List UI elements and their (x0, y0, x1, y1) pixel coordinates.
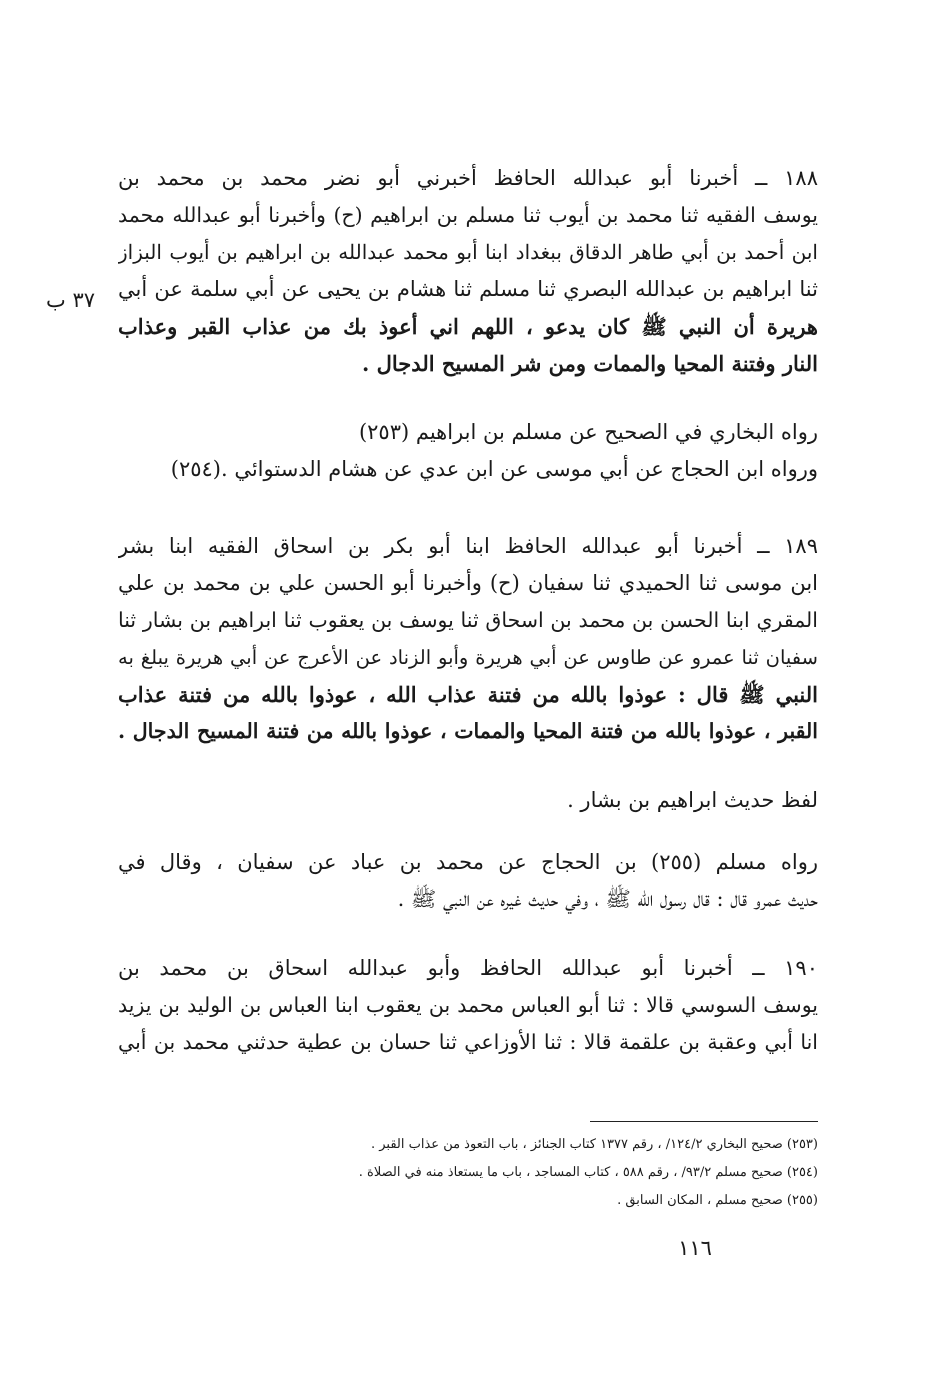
footnote: (٢٥٥) صحيح مسلم ، المكان السابق . (617, 1193, 818, 1208)
hadith-190-line: يوسف السوسي قالا : ثنا أبو العباس محمد بن يعقوب ابنا العباس بن الوليد بن يزيد (118, 993, 818, 1017)
riwaya-line: رواه مسلم (٢٥٥) بن الحجاج عن محمد بن عباد عن سفيان ، وقال في (118, 850, 818, 874)
page-number: ١١٦ (678, 1236, 712, 1260)
hadith-188-matn-line: النار وفتنة المحيا والممات ومن شر المسيح الدجال . (362, 351, 818, 376)
footnote: (٢٥٤) صحيح مسلم ٩٣/٢/ ، رقم ٥٨٨ ، كتاب المساجد ، باب ما يستعاذ منه في الصلاة . (358, 1165, 818, 1180)
hadith-189-riwaya (118, 844, 818, 918)
hadith-189-lafz (118, 782, 818, 819)
hadith-189-matn-line: القبر ، عوذوا بالله من فتنة المحيا والممات ، عوذوا بالله من فتنة المسيح الدجال . (118, 719, 818, 743)
hadith-190-line: ١٩٠ ــ أخبرنا أبو عبدالله الحافظ وأبو عبدالله اسحاق بن محمد بن (118, 956, 818, 980)
hadith-188-line: يوسف الفقيه ثنا محمد بن أيوب ثنا مسلم بن ابراهيم (ح) وأخبرنا أبو عبدالله محمد (118, 203, 818, 227)
lafz-line: لفظ حديث ابراهيم بن بشار . (567, 788, 818, 812)
hadith-190 (118, 950, 818, 1061)
riwaya-line: حديث عمرو قال : قال رسول الله ﷺ ، وفي حديث غيره عن النبي ﷺ . (397, 887, 818, 911)
hadith-188-line: ١٨٨ ــ أخبرنا أبو عبدالله الحافظ أخبرني أبو نضر محمد بن محمد بن (118, 166, 818, 190)
hadith-189-line: ١٨٩ ــ أخبرنا أبو عبدالله الحافظ ابنا أبو بكر بن اسحاق الفقيه ابنا بشر (118, 534, 818, 558)
hadith-189-line: سفيان ثنا عمرو عن طاوس عن أبي هريرة وأبو الزناد عن الأعرج عن أبي هريرة يبلغ به (118, 646, 818, 669)
hadith-189-matn-line: النبي ﷺ قال : عوذوا بالله من فتنة عذاب الله ، عوذوا بالله من فتنة عذاب (118, 682, 818, 707)
hadith-189-line: ابن موسى ثنا الحميدي ثنا سفيان (ح) وأخبرنا أبو الحسن علي بن محمد بن علي (118, 571, 818, 595)
footnote: (٢٥٣) صحيح البخاري ١٢٤/٢/ ، رقم ١٣٧٧ كتاب الجنائز ، باب التعوذ من عذاب القبر . (370, 1137, 818, 1152)
hadith-189-line: المقري ابنا الحسن بن محمد بن اسحاق ثنا يوسف بن يعقوب ثنا ابراهيم بن بشار ثنا (118, 608, 818, 632)
hadith-188-riwaya (118, 414, 818, 488)
hadith-188-matn-line: هريرة أن النبي ﷺ كان يدعو ، اللهم اني أعوذ بك من عذاب القبر وعذاب (118, 314, 818, 339)
hadith-188-line: ثنا ابراهيم بن عبدالله البصري ثنا مسلم ثنا هشام بن يحيى عن أبي سلمة عن أبي (118, 277, 818, 301)
hadith-188 (118, 160, 818, 382)
riwaya-line: رواه البخاري في الصحيح عن مسلم بن ابراهيم (٢٥٣) (358, 420, 818, 444)
hadith-189 (118, 528, 818, 750)
hadith-188-line: ابن أحمد بن أبي طاهر الدقاق ببغداد ابنا أبو محمد عبدالله بن ابراهيم بن أيوب البزاز (118, 240, 818, 264)
manuscript-folio-note: ٣٧ ب (46, 288, 96, 312)
hadith-190-line: انا أبي وعقبة بن علقمة قالا : ثنا الأوزاعي ثنا حسان بن عطية حدثني محمد بن أبي (118, 1030, 818, 1054)
footnote-divider (590, 1121, 818, 1122)
riwaya-line: ورواه ابن الحجاج عن أبي موسى عن ابن عدي عن هشام الدستوائي .(٢٥٤) (170, 457, 818, 481)
